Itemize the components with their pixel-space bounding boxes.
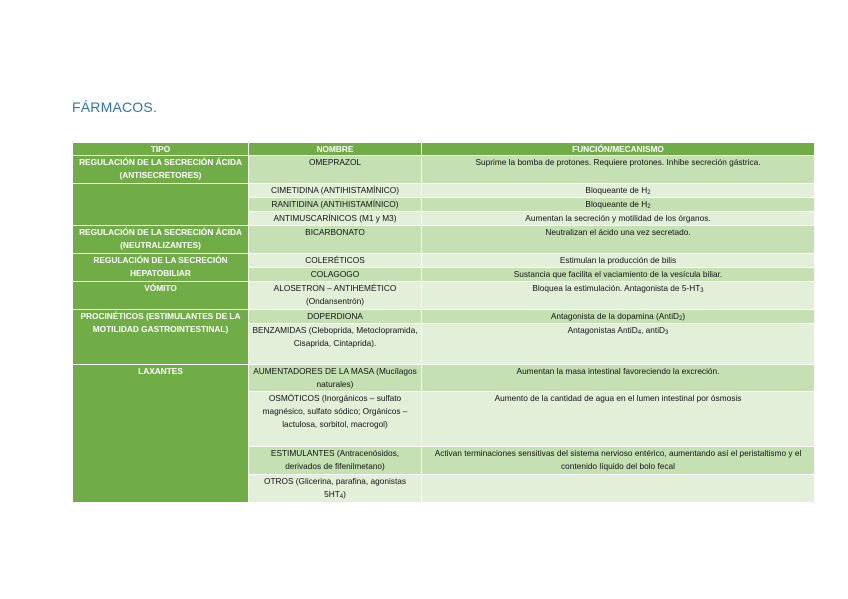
table-row bbox=[73, 310, 815, 324]
header-tipo: TIPO bbox=[73, 143, 249, 156]
funcion-cell: Aumentan la secreción y motilidad de los órganos. bbox=[422, 212, 815, 226]
funcion-cell: Bloqueante de $H_2$ bbox=[422, 184, 815, 198]
table-row bbox=[73, 282, 815, 310]
tipo-cell: VÓMITO bbox=[73, 282, 249, 310]
funcion-cell bbox=[422, 475, 815, 503]
funcion-cell: Antagonistas AntiD$_4$, antiD$_3$ bbox=[422, 324, 815, 365]
tipo-cell: LAXANTES bbox=[73, 365, 249, 503]
tipo-cell bbox=[73, 184, 249, 226]
funcion-cell: Estimulan la producción de bilis bbox=[422, 254, 815, 268]
page-title: FÁRMACOS. bbox=[72, 99, 158, 115]
table-row bbox=[73, 226, 815, 254]
funcion-cell: Bloquea la estimulación. Antagonista de $5-HT_3$ bbox=[422, 282, 815, 310]
nombre-cell: CIMETIDINA (ANTIHISTAMÍNICO) bbox=[249, 184, 422, 198]
funcion-cell: Neutralizan el ácido una vez secretado. bbox=[422, 226, 815, 254]
table-row bbox=[73, 184, 815, 198]
nombre-cell: OTROS (Glicerina, parafina, agonistas $5HT_4$) bbox=[249, 475, 422, 503]
table-row bbox=[73, 254, 815, 268]
funcion-cell: Suprime la bomba de protones. Requiere protones. Inhibe secreción gástrica. bbox=[422, 156, 815, 184]
nombre-cell: BICARBONATO bbox=[249, 226, 422, 254]
nombre-cell: OSMÓTICOS (Inorgánicos – sulfato magnésico, sulfato sódico; Orgánicos – lactulosa, sorbitol, macrogol) bbox=[249, 392, 422, 447]
funcion-cell: Aumento de la cantidad de agua en el lumen intestinal por ósmosis bbox=[422, 392, 815, 447]
nombre-cell: ALOSETRON – ANTIHEMÉTICO (Ondansentrón) bbox=[249, 282, 422, 310]
header-funcion: FUNCIÓN/MECANISMO bbox=[422, 143, 815, 156]
nombre-cell: OMEPRAZOL bbox=[249, 156, 422, 184]
nombre-cell: COLERÉTICOS bbox=[249, 254, 422, 268]
table-header-row bbox=[73, 143, 815, 156]
funcion-cell: Sustancia que facilita el vaciamiento de la vesícula biliar. bbox=[422, 268, 815, 282]
funcion-cell: Activan terminaciones sensitivas del sistema nervioso entérico, aumentando así el peristaltismo y el contenido líquido del bolo fecal bbox=[422, 447, 815, 475]
tipo-cell: REGULACIÓN DE LA SECRECIÓN ÁCIDA (ANTISECRETORES) bbox=[73, 156, 249, 184]
nombre-cell: AUMENTADORES DE LA MASA (Mucílagos naturales) bbox=[249, 365, 422, 392]
nombre-cell: ESTIMULANTES (Antracenósidos, derivados de fifenilmetano) bbox=[249, 447, 422, 475]
header-nombre: NOMBRE bbox=[249, 143, 422, 156]
tipo-cell: PROCINÉTICOS (ESTIMULANTES DE LA MOTILIDAD GASTROINTESTINAL) bbox=[73, 310, 249, 365]
funcion-cell: Antagonista de la dopamina (AntiD$_2$) bbox=[422, 310, 815, 324]
tipo-cell: REGULACIÓN DE LA SECRECIÓN HEPATOBILIAR bbox=[73, 254, 249, 282]
tipo-cell: REGULACIÓN DE LA SECRECIÓN ÁCIDA (NEUTRALIZANTES) bbox=[73, 226, 249, 254]
nombre-cell: RANITIDINA (ANTIHISTAMÍNICO) bbox=[249, 198, 422, 212]
funcion-cell: Aumentan la masa intestinal favoreciendo la excreción. bbox=[422, 365, 815, 392]
funcion-cell: Bloqueante de $H_2$ bbox=[422, 198, 815, 212]
table-row bbox=[73, 156, 815, 184]
nombre-cell: DOPERDIONA bbox=[249, 310, 422, 324]
table-row bbox=[73, 365, 815, 392]
drugs-table bbox=[72, 142, 815, 503]
nombre-cell: ANTIMUSCARÍNICOS (M1 y M3) bbox=[249, 212, 422, 226]
nombre-cell: COLAGOGO bbox=[249, 268, 422, 282]
nombre-cell: BENZAMIDAS (Cleboprida, Metoclopramida, Cisaprida, Cintaprida). bbox=[249, 324, 422, 365]
